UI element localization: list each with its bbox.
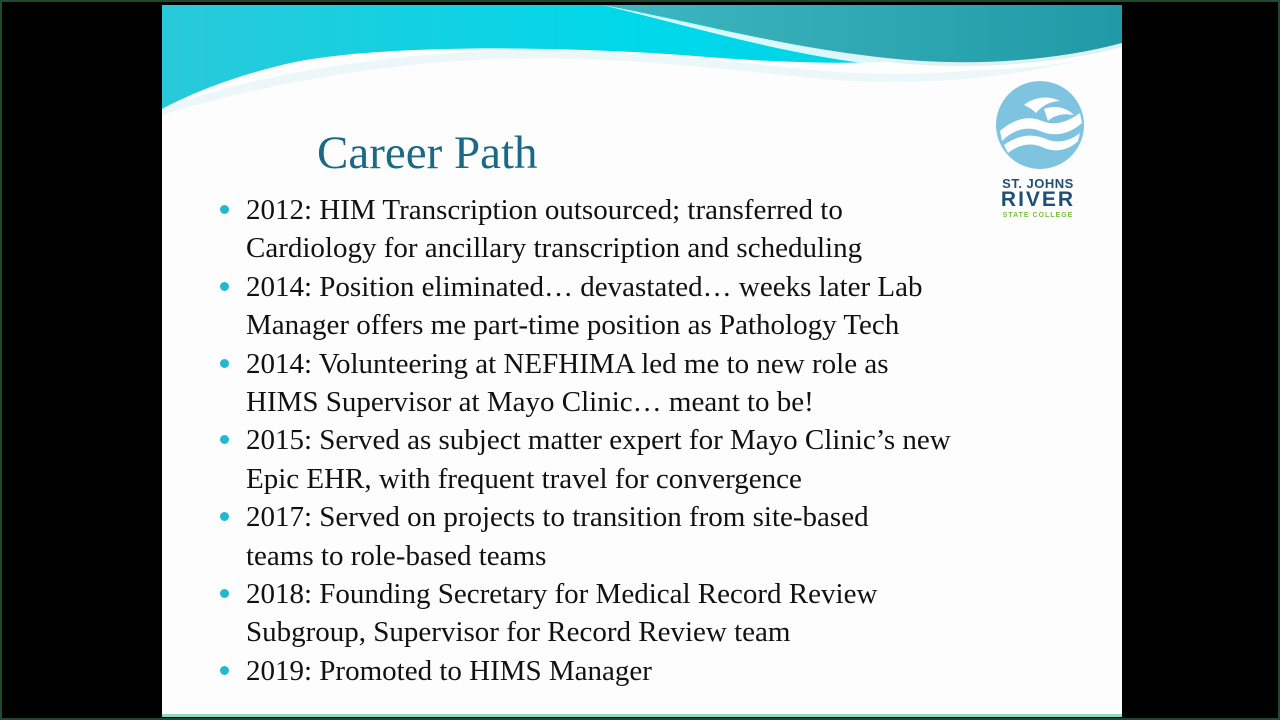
logo-text-line3: STATE COLLEGE (1002, 212, 1074, 219)
bullet-dot-icon (220, 205, 229, 214)
bullet-text-line: 2015: Served as subject matter expert for Mayo Clinic’s new (246, 424, 951, 457)
bullet-item (216, 498, 1096, 575)
bullet-text-line: 2012: HIM Transcription outsourced; transferred to (246, 194, 843, 226)
bullet-dot-icon (220, 666, 229, 675)
logo-text-line1: ST. JOHNS (1002, 176, 1074, 191)
bullet-dot-icon (220, 589, 229, 598)
bullet-text-line: 2014: Position eliminated… devastated… weeks later Lab (246, 270, 923, 303)
bullet-dot-icon (220, 435, 229, 444)
logo-text-line2: RIVER (1000, 188, 1076, 211)
bullet-item (216, 268, 1096, 345)
bullet-text-line: 2019: Promoted to HIMS Manager (246, 654, 652, 687)
bullet-text-line: Subgroup, Supervisor for Record Review team (246, 616, 791, 649)
bullet-text-line: 2017: Served on projects to transition from site-based (246, 501, 869, 534)
bullet-text-line: Manager offers me part-time position as Pathology Tech (246, 309, 900, 342)
bullet-item (216, 652, 1096, 690)
bullet-dot-icon (220, 512, 229, 521)
presentation-slide (162, 5, 1122, 717)
slide-title: Career Path (317, 127, 538, 179)
bullet-item (216, 421, 1096, 498)
bullet-text-line: Cardiology for ancillary transcription and scheduling (246, 232, 863, 265)
bullet-dot-icon (220, 282, 229, 291)
river-wave-emblem-icon (994, 79, 1086, 171)
bullet-item (216, 575, 1096, 652)
bullet-text-line: Epic EHR, with frequent travel for convergence (246, 462, 802, 495)
bullet-text-line: 2014: Volunteering at NEFHIMA led me to new role as (246, 347, 889, 380)
bullet-dot-icon (220, 359, 229, 368)
bullet-item (216, 191, 1096, 268)
slide-bottom-border (162, 714, 1122, 717)
career-bullet-list (216, 191, 1096, 690)
bullet-text-line: 2018: Founding Secretary for Medical Record Review (246, 578, 878, 611)
header-wave-graphic (162, 5, 1122, 135)
bullet-text-line: teams to role-based teams (246, 539, 547, 572)
bullet-item (216, 345, 1096, 422)
bullet-text-line: HIMS Supervisor at Mayo Clinic… meant to be! (246, 386, 814, 419)
